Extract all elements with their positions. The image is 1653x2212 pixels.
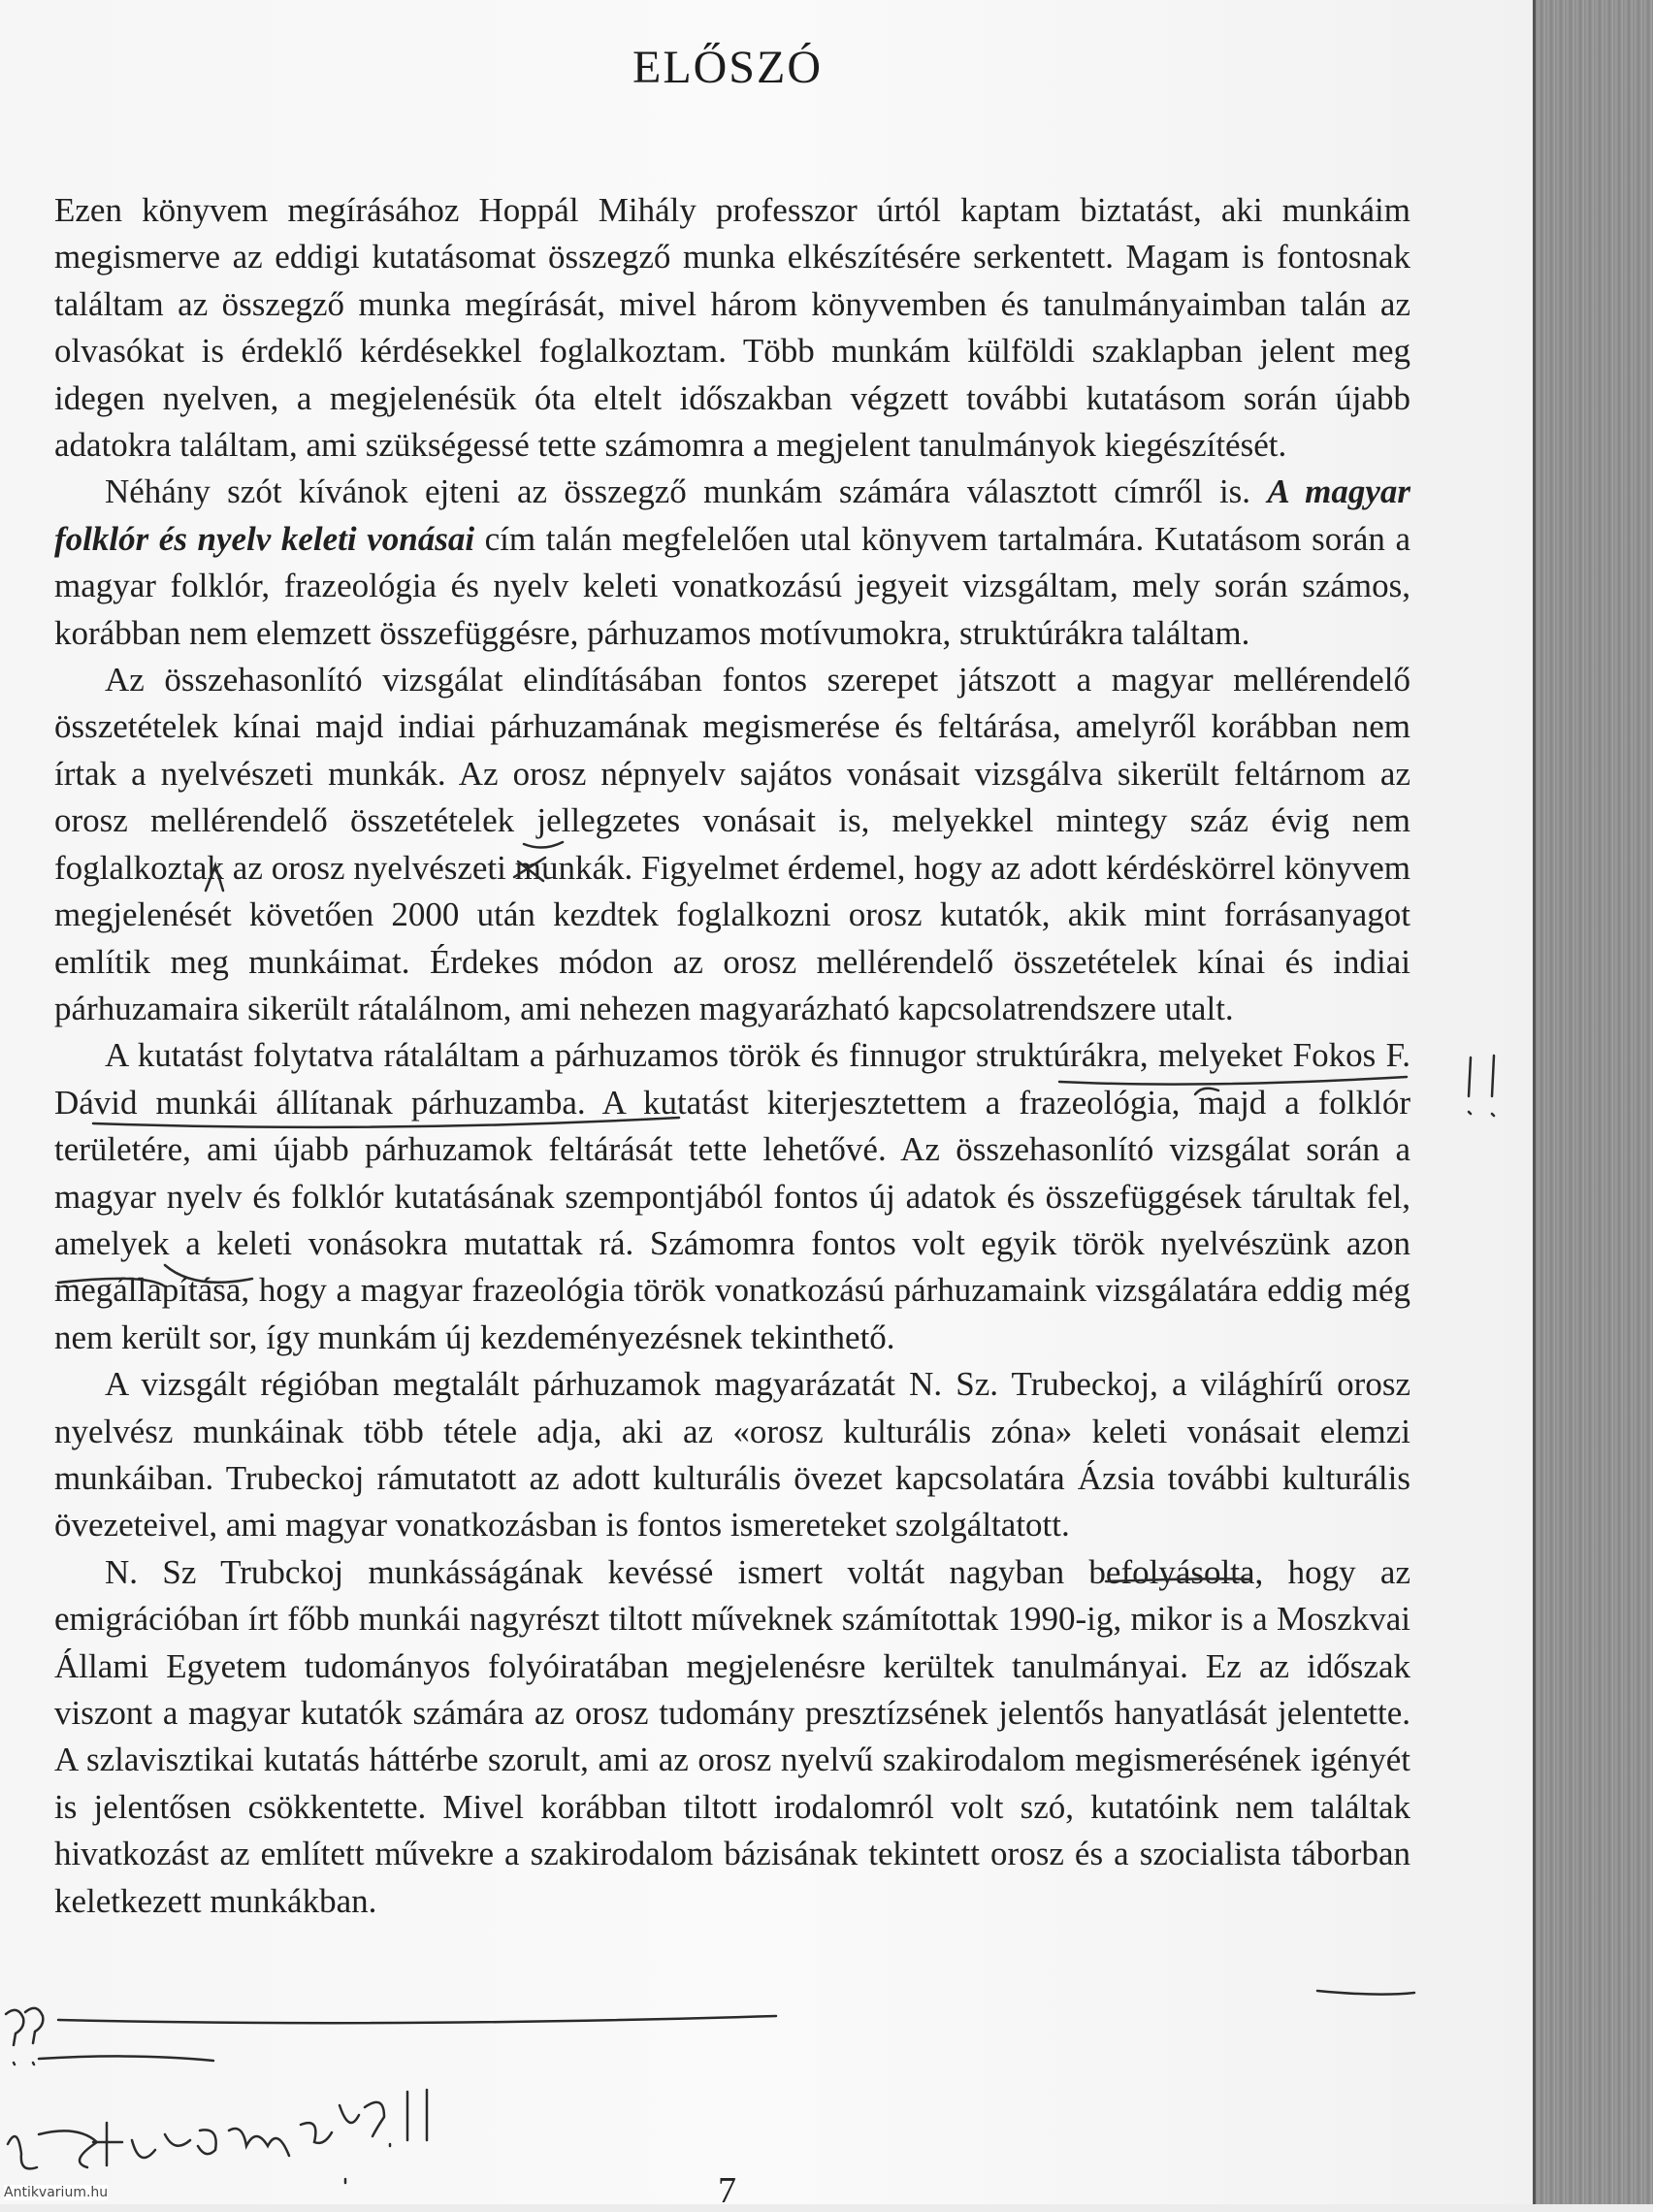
paragraph-6: N. Sz Trubckoj munkásságának kevéssé ismert voltát nagyban befolyásolta, hogy az emigrációban írt főbb munkái nagyrészt tiltott műveknek számítottak 1990-ig, mikor is a Moszkvai Állami Egyetem tudományos folyóiratában megjelenésre kerültek tanulmányai. Ez az időszak viszont a magyar kutatók számára az orosz tudomány presztízsének jelentős hanyatlását jelentette. A szlavisztikai kutatás háttérbe szorult, ami az orosz nyelvű szakirodalom megismerésének igényét is jelentősen csökkentette. Mivel korábban tiltott irodalomról volt szó, kutatóink nem találtak hivatkozást az említett művekre a szakirodalom bázisának tekintett orosz és a szocialista táborban keletkezett munkákban. xyxy=(54,1552,1410,1920)
book-spine-edge xyxy=(1533,0,1653,2204)
page-title: ELŐSZÓ xyxy=(632,42,823,93)
paragraph-3: Az összehasonlító vizsgálat elindításában fontos szerepet játszott a magyar mellérendelő összetételek kínai majd indiai párhuzamának megismerése és feltárása, amelyről korábban nem írtak a nyelvészeti munkák. Az orosz népnyelv sajátos vonásait vizsgálva sikerült feltárnom az orosz mellérendelő összetételek jellegzetes vonásait is, melyekkel mintegy száz évig nem foglalkoztak az orosz nyelvészeti munkák. Figyelmet érdemel, hogy az adott kérdéskörrel könyvem megjelenését követően 2000 után kezdtek foglalkozni orosz kutatók, akik mint forrásanyagot említik meg munkáimat. Érdekes módon az orosz mellérendelő összetételek kínai és indiai párhuzamaira sikerült rátalálnom, ami nehezen magyarázható kapcsolatrendszere utalt. xyxy=(54,661,1410,1027)
watermark: Antikvarium.hu xyxy=(4,2185,109,2200)
book-title-emphasis: A magyar folklór és nyelv keleti vonásai xyxy=(54,472,1411,558)
paragraph-2: Néhány szót kívánok ejteni az összegző munkám számára választott címről is. A magyar folklór és nyelv keleti vonásai cím talán megfelelően utal könyvem tartalmára. Kutatásom során a magyar folklór, frazeológia és nyelv keleti vonatkozású jegyeit vizsgáltam, mely során számos, korábban nem elemzett összefüggésre, párhuzamos motívumokra, struktúrákra találtam. xyxy=(54,472,1411,652)
paragraph-1: Ezen könyvem megírásához Hoppál Mihály professzor úrtól kaptam biztatást, aki munkáim megismerve az eddigi kutatásomat összegző munka elkészítésére serkentett. Magam is fontosnak találtam az összegző munka megírását, mivel három könyvemben és tanulmányaimban talán az olvasókat is érdeklő kérdésekkel foglalkoztam. Több munkám külföldi szaklapban jelent meg idegen nyelven, a megjelenésük óta eltelt időszakban végzett további kutatásom során újabb adatokra találtam, ami szükségessé tette számomra a megjelent tanulmányok kiegészítését. xyxy=(54,191,1410,465)
paragraph-4: A kutatást folytatva rátaláltam a párhuzamos török és finnugor struktúrákra, melyeket Fokos F. Dávid munkái állítanak párhuzamba. A kutatást kiterjesztettem a frazeológia, majd a folklór területére, ami újabb párhuzamok feltárását tette lehetővé. Az összehasonlító vizsgálat során a magyar nyelv és folklór kutatásának szempontjából fontos új adatok és összefüggések tárultak fel, amelyek a keleti vonásokra mutattak rá. Számomra fontos volt egyik török nyelvészünk azon megállapítása, hogy a magyar frazeológia török vonatkozású párhuzamaink vizsgálatára eddig még nem került sor, így munkám új kezdeményezésnek tekinthető. xyxy=(54,1036,1410,1356)
page-number: 7 xyxy=(718,2170,736,2211)
paragraph-5: A vizsgált régióban megtalált párhuzamok magyarázatát N. Sz. Trubeckoj, a világhírű orosz nyelvész munkáinak több tétele adja, aki az «orosz kulturális zóna» keleti vonásait elemzi munkáiban. Trubeckoj rámutatott az adott kulturális övezet kapcsolatára Ázsia további kulturális övezeteivel, ami magyar vonatkozásban is fontos ismereteket szolgáltatott. xyxy=(54,1365,1410,1545)
preface-body xyxy=(54,187,1410,1925)
